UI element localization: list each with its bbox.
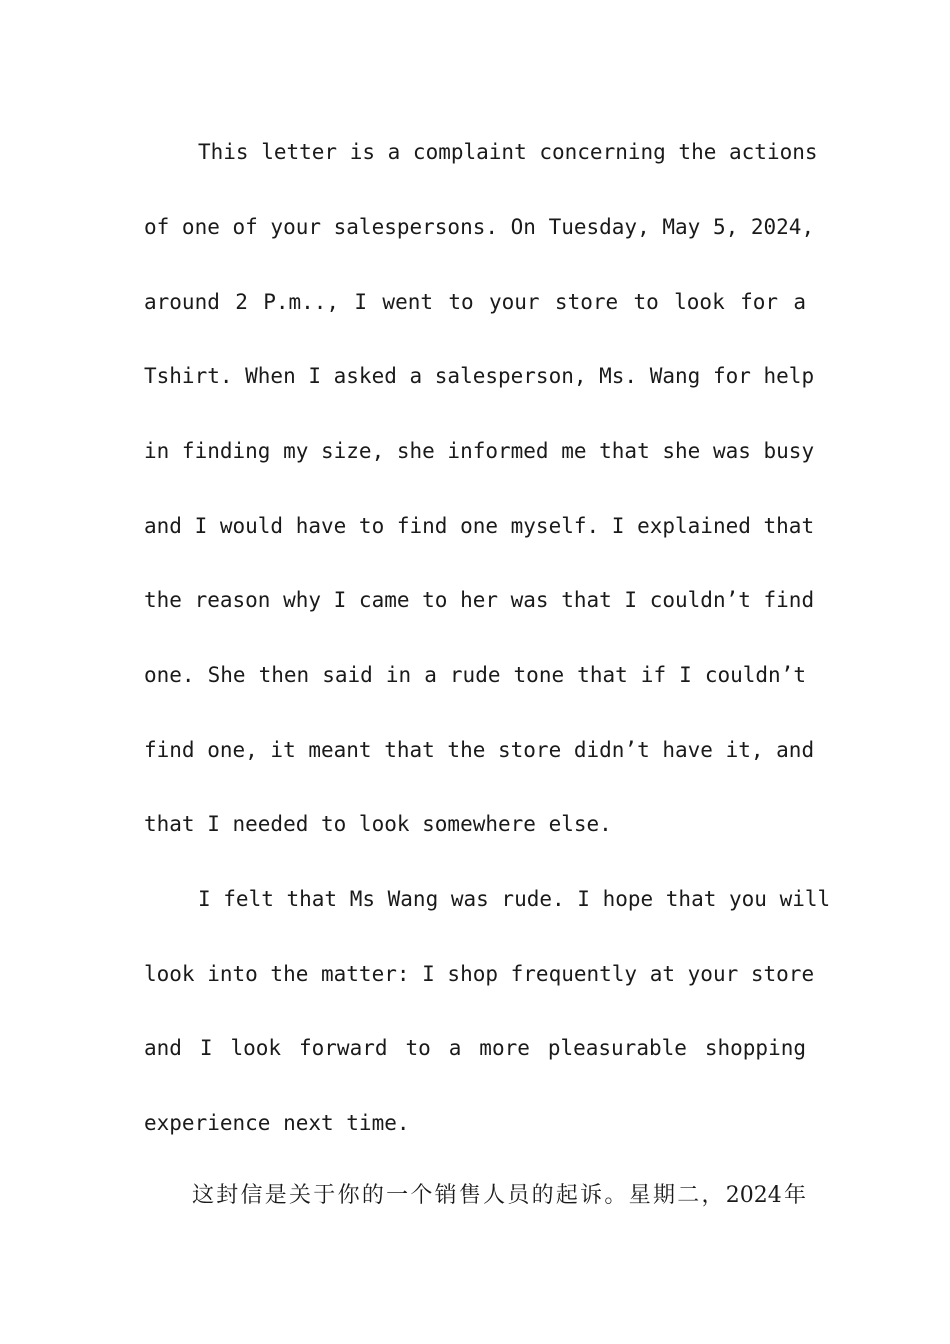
text-line: the reason why I came to her was that I couldn’t find [144, 588, 815, 612]
text-line: and I would have to find one myself. I explained that [144, 514, 815, 538]
text-line: This letter is a complaint concerning the actions [198, 140, 818, 164]
text-line: around 2 P.m.., I went to your store to look for a [144, 290, 806, 314]
text-line: find one, it meant that the store didn’t have it, and [144, 738, 815, 762]
text-line: experience next time. [144, 1111, 410, 1135]
text-line: I felt that Ms Wang was rude. I hope that you will [198, 887, 831, 911]
text-line: look into the matter: I shop frequently at your store [144, 962, 815, 986]
text-line: one. She then said in a rude tone that if I couldn’t [144, 663, 806, 687]
text-line: of one of your salespersons. On Tuesday, May 5, 2024, [144, 215, 815, 239]
text-line: and I look forward to a more pleasurable shopping [144, 1036, 806, 1060]
text-line: that I needed to look somewhere else. [144, 812, 612, 836]
text-line: in finding my size, she informed me that she was busy [144, 439, 815, 463]
text-line: Tshirt. When I asked a salesperson, Ms. Wang for help [144, 364, 815, 388]
text-line: 这封信是关于你的一个销售人员的起诉。星期二，2024年 [192, 1183, 806, 1208]
